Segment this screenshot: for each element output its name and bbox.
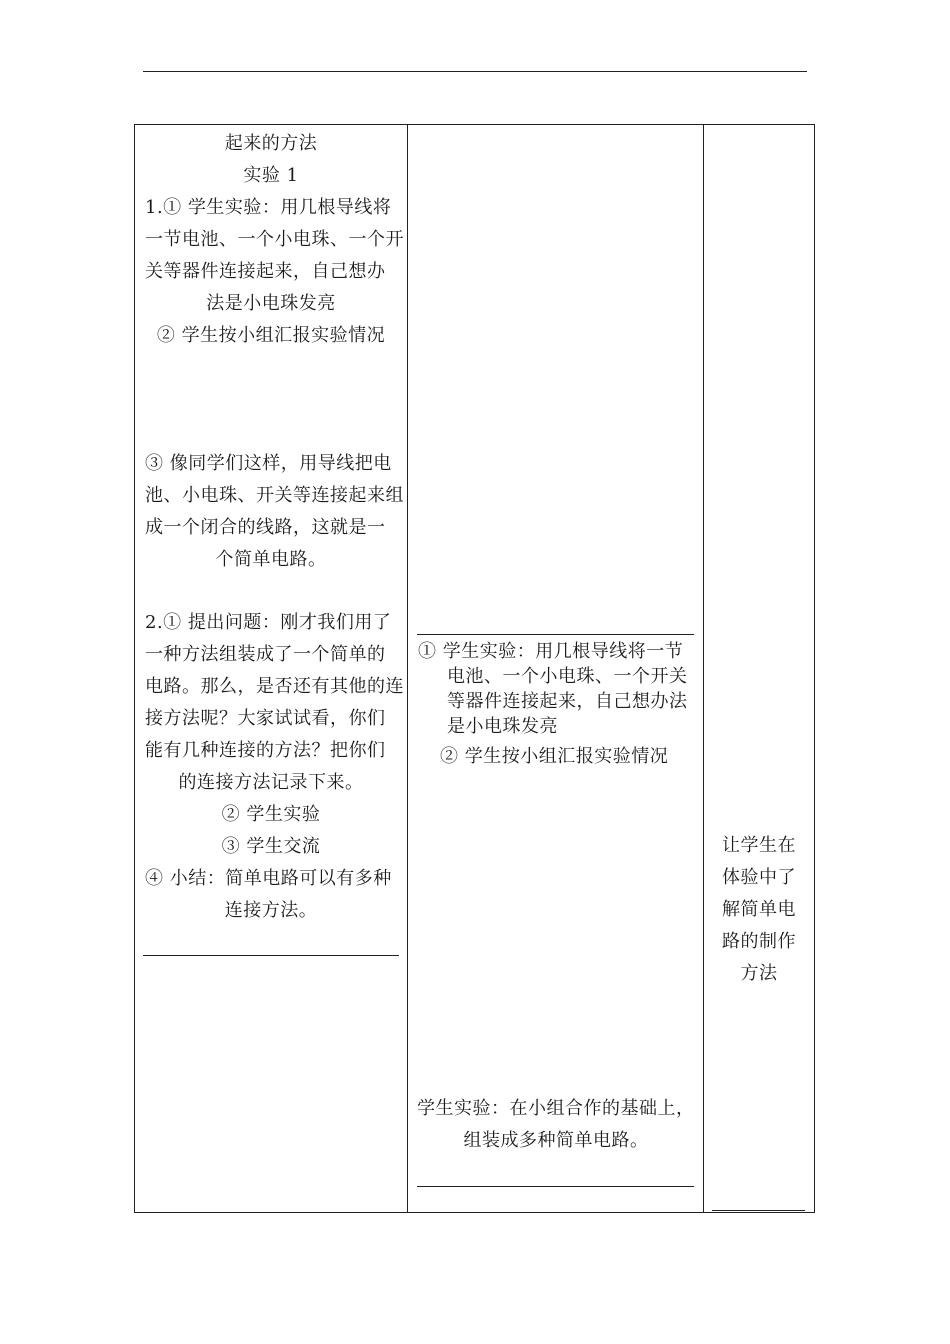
text-line: 组装成多种简单电路。 — [463, 1130, 649, 1151]
text-line: 接方法呢？大家试试看，你们 — [145, 708, 386, 729]
text-line: ④ 小结：简单电路可以有多种 — [145, 868, 392, 889]
text-line: 池、小电珠、开关等连接起来组 — [145, 485, 404, 506]
text-line: 成一个闭合的线路，这就是一 — [145, 517, 386, 538]
text-line: ② 学生实验 — [221, 804, 321, 825]
text-line: 电路。那么，是否还有其他的连 — [145, 676, 404, 697]
text-line: 路的制作 — [722, 931, 796, 952]
text-line: 电池、一个小电珠、一个开关 — [447, 666, 688, 687]
text-line: 关等器件连接起来，自己想办 — [145, 261, 386, 282]
right-cell-rule — [712, 1210, 805, 1211]
text-line: ② 学生按小组汇报实验情况 — [156, 325, 386, 346]
text-line: 起来的方法 — [224, 133, 318, 154]
left-cell-rule — [143, 955, 399, 956]
text-line: 连接方法。 — [224, 900, 318, 921]
table-divider-2 — [703, 124, 704, 1213]
text-line: 的连接方法记录下来。 — [178, 772, 364, 793]
table-top-border — [134, 124, 815, 125]
table-right-border — [814, 124, 815, 1213]
middle-cell-rule-2 — [417, 1186, 694, 1187]
text-line: 解简单电 — [722, 899, 796, 920]
text-line: ③ 学生交流 — [221, 836, 321, 857]
text-line: 让学生在 — [722, 835, 796, 856]
middle-cell-rule-1 — [417, 634, 694, 635]
text-line: ③ 像同学们这样，用导线把电 — [145, 453, 392, 474]
table-bottom-border — [134, 1212, 815, 1213]
text-line: 等器件连接起来，自己想办法 — [447, 691, 688, 712]
text-line: 1.① 学生实验：用几根导线将 — [145, 197, 392, 218]
text-line: 个简单电路。 — [215, 549, 327, 570]
table-left-border — [134, 124, 135, 1213]
text-line: 能有几种连接的方法？把你们 — [145, 740, 386, 761]
text-line: 学生实验：在小组合作的基础上， — [417, 1098, 695, 1119]
text-line: 实验 1 — [243, 165, 299, 186]
table-divider-1 — [407, 124, 408, 1213]
header-rule — [143, 71, 807, 72]
text-line: 一节电池、一个小电珠、一个开 — [145, 229, 404, 250]
text-line: 方法 — [740, 963, 778, 984]
text-line: 一种方法组装成了一个简单的 — [145, 644, 386, 665]
text-line: 法是小电珠发亮 — [206, 293, 336, 314]
text-line: 是小电珠发亮 — [447, 716, 558, 737]
text-line: ② 学生按小组汇报实验情况 — [440, 746, 669, 767]
text-line: 2.① 提出问题：刚才我们用了 — [145, 612, 392, 633]
text-line: 体验中了 — [722, 867, 796, 888]
text-line: ① 学生实验：用几根导线将一节 — [418, 641, 684, 662]
